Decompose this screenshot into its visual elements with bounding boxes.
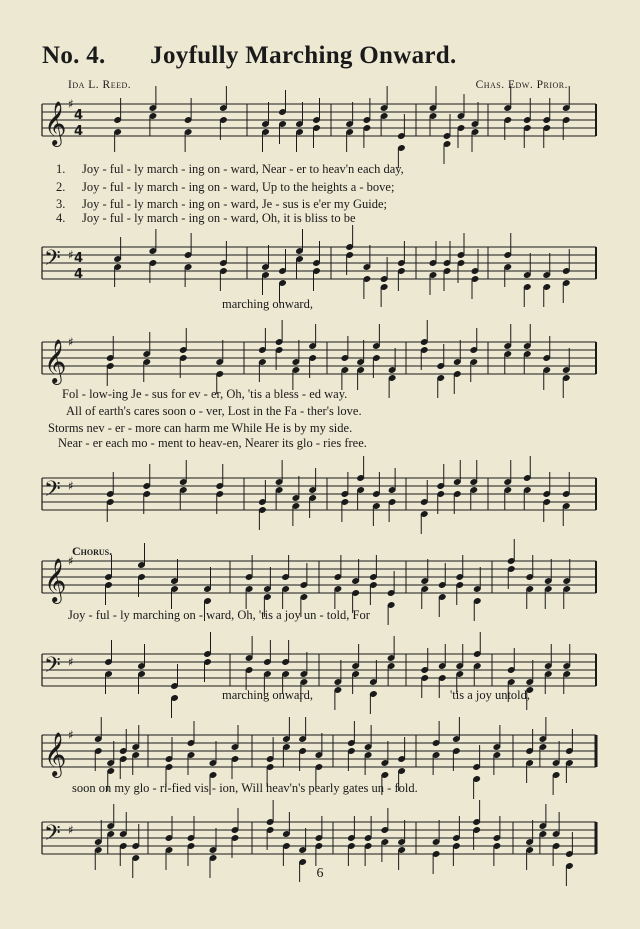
bass-text: marching onward, — [222, 297, 313, 311]
treble-clef-icon: 𝄞 — [44, 558, 67, 602]
verse-number: 4. — [56, 211, 66, 225]
key-signature-sharp-icon: ♯ — [68, 479, 74, 493]
verse-number: 3. — [56, 197, 66, 211]
bass-text: marching onward, — [222, 688, 313, 702]
time-signature-top: 4 — [74, 251, 84, 266]
composer-credit: Chas. Edw. Prior. — [475, 79, 568, 91]
time-signature-bottom: 4 — [74, 267, 84, 282]
verse-number: 2. — [56, 180, 66, 194]
verse-line: All of earth's cares soon o - ver, Lost in the Fa - ther's love. — [66, 404, 362, 418]
bass-clef-icon: 𝄢 — [44, 246, 61, 276]
verse-line: Fol - low-ing Je - sus for ev - er, Oh, 'tis a bless - ed way. — [62, 387, 348, 401]
verse-line: Joy - ful - ly march - ing on - ward, Oh, it is bliss to be — [82, 211, 356, 225]
chorus-lyrics: soon on my glo - ri-fied vis - ion, Will heav'n's pearly gates un - fold. — [72, 781, 418, 795]
key-signature-sharp-icon: ♯ — [68, 823, 74, 837]
key-signature-sharp-icon: ♯ — [68, 248, 74, 262]
hymn-name: Joyfully Marching Onward. — [150, 42, 457, 69]
time-signature-bottom: 4 — [74, 124, 84, 139]
treble-clef-icon: 𝄞 — [44, 101, 67, 145]
treble-clef-icon: 𝄞 — [44, 339, 67, 383]
key-signature-sharp-icon: ♯ — [68, 97, 74, 111]
key-signature-sharp-icon: ♯ — [68, 655, 74, 669]
bass-clef-icon: 𝄢 — [44, 653, 61, 683]
verse-number: 1. — [56, 162, 66, 176]
verse-line: Joy - ful - ly march - ing on - ward, Near - er to heav'n each day, — [82, 162, 404, 176]
verse-line: Joy - ful - ly march - ing on - ward, Je - sus is e'er my Guide; — [82, 197, 387, 211]
key-signature-sharp-icon: ♯ — [68, 335, 74, 349]
bass-text: 'tis a joy untold, — [450, 688, 531, 702]
lyricist-credit: Ida L. Reed. — [68, 79, 132, 91]
time-signature-top: 4 — [74, 108, 84, 123]
key-signature-sharp-icon: ♯ — [68, 554, 74, 568]
verse-line: Near - er each mo - ment to heav-en, Nearer its glo - ries free. — [58, 436, 367, 450]
chorus-lyrics: Joy - ful - ly marching on - ward, Oh, 'tis a joy un - told, For — [68, 608, 370, 622]
verse-line: Joy - ful - ly march - ing on - ward, Up to the heights a - bove; — [82, 180, 395, 194]
bass-clef-icon: 𝄢 — [44, 477, 61, 507]
hymn-number: No. 4. — [42, 42, 106, 69]
chorus-label: Chorus. — [72, 544, 113, 558]
bass-clef-icon: 𝄢 — [44, 821, 61, 851]
treble-clef-icon: 𝄞 — [44, 732, 67, 776]
verse-line: Storms nev - er - more can harm me While He is by my side. — [48, 421, 353, 435]
key-signature-sharp-icon: ♯ — [68, 728, 74, 742]
page-number: 6 — [316, 866, 324, 881]
